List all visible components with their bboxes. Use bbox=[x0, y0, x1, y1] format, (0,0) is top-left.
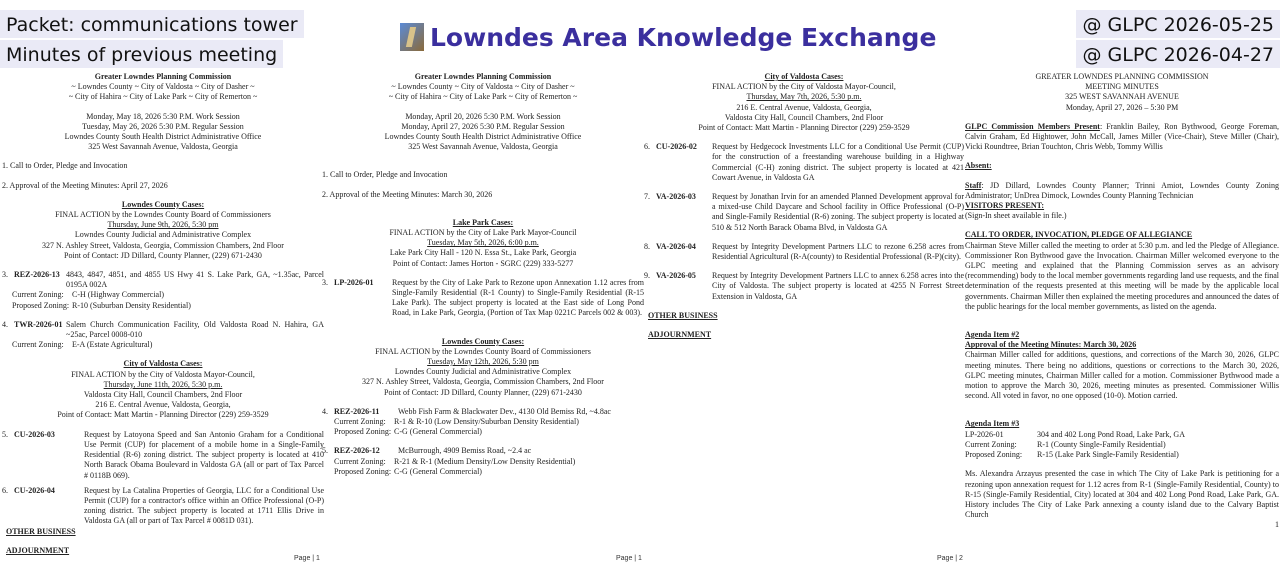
minutes-page bbox=[965, 72, 1279, 531]
minutes-date-label: @ GLPC 2026-04-27 bbox=[1076, 40, 1280, 68]
agenda-item-title: Agenda Item #3 bbox=[965, 419, 1020, 429]
agenda-item: 1. Call to Order, Pledge and Invocation bbox=[2, 161, 128, 171]
zoning-value: C-G (General Commercial) bbox=[394, 466, 482, 476]
case-item bbox=[644, 192, 964, 233]
section-line: 327 N. Ashley Street, Valdosta, Georgia, Commission Chambers, 2nd Floor bbox=[362, 377, 604, 387]
staff-present bbox=[965, 181, 1279, 201]
org-title: Greater Lowndes Planning Commission bbox=[414, 72, 552, 81]
case-description: Request by Hedgecock Investments LLC for a Conditional Use Permit (CUP) for the construction of a freestanding warehouse building in a Highway Commercial (C-H) zoning district. The subject property is located at 421 Cowart Avenue, in Valdosta GA bbox=[712, 142, 964, 182]
case-item bbox=[322, 446, 644, 456]
section-line: FINAL ACTION by the City of Lake Park Mayor-Council bbox=[389, 228, 577, 238]
page-number: Page | 1 bbox=[616, 555, 642, 562]
case-number: 4. bbox=[322, 406, 328, 416]
section-line: Point of Contact: James Horton - SGRC (229) 333-5277 bbox=[392, 258, 574, 268]
visitors-note: (Sign-In sheet available in file.) bbox=[965, 211, 1067, 221]
case-code: REZ-2026-12 bbox=[334, 446, 380, 456]
section-line: Lake Park City Hall - 120 N. Essa St., Lake Park, Georgia bbox=[389, 248, 577, 258]
section-line: Thursday, June 11th, 2026, 5:30 p.m. bbox=[103, 379, 223, 389]
other-business: OTHER BUSINESS bbox=[6, 526, 76, 536]
agenda-item: 1. Call to Order, Pledge and Invocation bbox=[322, 170, 448, 180]
case-item bbox=[644, 142, 964, 183]
org-subtitle: ~ Lowndes County ~ City of Valdosta ~ City of Dasher ~ bbox=[71, 82, 255, 92]
case-item bbox=[2, 320, 324, 340]
section-line: Valdosta City Hall, Council Chambers, 2nd Floor bbox=[724, 112, 884, 122]
section-line: Point of Contact: Matt Martin - Planning Director (229) 259-3529 bbox=[698, 123, 910, 133]
members-present-label: GLPC Commission Members Present bbox=[965, 121, 1100, 131]
case-number: 4. bbox=[2, 319, 8, 329]
adjournment: ADJOURNMENT bbox=[648, 330, 712, 340]
case-number: 3. bbox=[322, 277, 328, 287]
case-number: 9. bbox=[644, 271, 650, 281]
section-line: Thursday, June 9th, 2026, 5:30 pm bbox=[107, 220, 219, 230]
zoning-value: R-15 (Lake Park Single-Family Residential) bbox=[1037, 450, 1179, 460]
zoning-row bbox=[2, 340, 324, 350]
section-line: 216 E. Central Avenue, Valdosta, Georgia, bbox=[95, 400, 231, 410]
section-line: Lowndes County Judicial and Administrative Complex bbox=[74, 230, 252, 240]
section-title: City of Valdosta Cases: bbox=[764, 72, 844, 81]
zoning-key: Current Zoning: bbox=[334, 417, 386, 427]
agenda-page-1 bbox=[2, 72, 324, 556]
page-number: Page | 1 bbox=[294, 555, 320, 562]
section-line: Tuesday, May 12th, 2026, 5:30 pm bbox=[427, 357, 539, 367]
zoning-row bbox=[322, 417, 644, 427]
meeting-address: 325 West Savannah Avenue, Valdosta, Georgia bbox=[408, 142, 558, 152]
zoning-value: C-G (General Commercial) bbox=[394, 427, 482, 437]
case-code: REZ-2026-13 bbox=[14, 270, 60, 280]
case-item bbox=[644, 242, 964, 262]
zoning-value: E-A (Estate Agricultural) bbox=[72, 340, 153, 350]
org-subtitle: ~ City of Hahira ~ City of Lake Park ~ City of Remerton ~ bbox=[388, 92, 578, 102]
zoning-value: 304 and 402 Long Pond Road, Lake Park, GA bbox=[1037, 429, 1185, 439]
case-number: 6. bbox=[644, 142, 650, 152]
zoning-key: LP-2026-01 bbox=[965, 429, 1004, 439]
case-number: 3. bbox=[2, 270, 8, 280]
agenda-date-label: @ GLPC 2026-05-25 bbox=[1076, 10, 1280, 38]
zoning-value: R-1 (County Single-Family Residential) bbox=[1037, 439, 1166, 449]
zoning-row bbox=[2, 301, 324, 311]
zoning-row bbox=[965, 450, 1279, 460]
call-to-order-text: Chairman Steve Miller called the meeting to order at 5:30 p.m. and led the Pledge of Allegiance. Commissioner Ron Bythwood gave the Invocation. Chairman Miller welcomed everyone to the GLPC meeting and explained that the Planning Commission serves as an advisory (recommending) body to the local member governments regarding land use requests, and the final determination of the requests presented at this meeting will be made by the applicable local governments. Chairman Miller then explained the meeting procedures and announced the dates of the public hearings for the local member governments, as listed on the agenda. bbox=[965, 240, 1279, 311]
case-code: VA-2026-03 bbox=[656, 192, 696, 202]
case-item bbox=[322, 407, 644, 417]
case-description: 4843, 4847, 4851, and 4855 US Hwy 41 S. Lake Park, GA, ~1.35ac, Parcel 0195A 002A bbox=[66, 270, 324, 290]
case-code: REZ-2026-11 bbox=[334, 406, 380, 416]
section-line: Valdosta City Hall, Council Chambers, 2nd Floor bbox=[83, 390, 243, 400]
brand-banner[interactable] bbox=[400, 20, 936, 54]
members-present-text: : Franklin Bailey, Ron Bythwood, George Foreman, Calvin Graham, Ed Hightower, John McCall, James Miller (Vice-Chair), Steve Miller (Chair), Vicki Roundtree, Brian Touchton, Chris Webb, Tommy Willis bbox=[965, 121, 1280, 152]
packet-label: Packet: communications tower bbox=[0, 10, 304, 38]
regular-session: Tuesday, May 26, 2026 5:30 P.M. Regular Session bbox=[82, 121, 244, 131]
section-line: FINAL ACTION by the Lowndes County Board of Commissioners bbox=[375, 346, 591, 356]
case-description: Request by Jonathan Irvin for an amended Planned Development approval for a mixed-use Child Daycare and School facility in Office Professional (O-P) and Single-Family Residential (R-6) zoning. The subject property is located at 510 & 512 North Barack Obama Blvd, in Valdosta GA bbox=[712, 192, 964, 232]
zoning-key: Current Zoning: bbox=[334, 456, 386, 466]
agenda-item-subtitle: Approval of the Meeting Minutes: March 30, 2026 bbox=[965, 340, 1137, 350]
agenda-page-2 bbox=[322, 72, 644, 477]
zoning-key: Current Zoning: bbox=[965, 439, 1017, 449]
zoning-row bbox=[965, 430, 1279, 440]
section-line: 327 N. Ashley Street, Valdosta, Georgia, Commission Chambers, 2nd Floor bbox=[42, 240, 284, 250]
staff-label: Staff bbox=[965, 180, 982, 190]
agenda-item-text: Chairman Miller called for additions, questions, and corrections of the March 30, 2026, GLPC meeting minutes. There being no additions, questions or corrections to the March 30, 2026, GLPC meeting minutes, Chairman Miller called for a motion. Commissioner Bythwood made a motion to approve the March 30, 2026, meeting minutes as presented. Commissioner Willis second. All voted in favor, no one opposed (10-0). Motion carried. bbox=[965, 350, 1279, 401]
case-code: LP-2026-01 bbox=[334, 277, 374, 287]
case-code: VA-2026-05 bbox=[656, 271, 696, 281]
case-item bbox=[322, 278, 644, 319]
lake-logo-icon bbox=[400, 23, 424, 51]
case-item bbox=[2, 270, 324, 290]
zoning-value: R-10 (Suburban Density Residential) bbox=[72, 300, 191, 310]
zoning-value: C-H (Highway Commercial) bbox=[72, 290, 164, 300]
section-line: Tuesday, May 5th, 2026, 6:00 p.m. bbox=[427, 238, 539, 248]
zoning-row bbox=[322, 467, 644, 477]
agenda-page-3 bbox=[644, 72, 964, 340]
case-code: VA-2026-04 bbox=[656, 241, 696, 251]
case-description: Salem Church Communication Facility, Old Valdosta Road N. Hahira, GA ~25ac, Parcel 0008-010 bbox=[66, 319, 324, 340]
other-business: OTHER BUSINESS bbox=[648, 310, 718, 320]
work-session: Monday, May 18, 2026 5:30 P.M. Work Session bbox=[86, 111, 240, 121]
case-code: CU-2026-03 bbox=[14, 429, 55, 439]
zoning-key: Proposed Zoning: bbox=[334, 427, 392, 437]
case-description: Webb Fish Farm & Blackwater Dev., 4130 Old Bemiss Rd, ~4.8ac bbox=[398, 406, 611, 416]
case-code: CU-2026-02 bbox=[656, 142, 697, 152]
case-number: 5. bbox=[322, 446, 328, 456]
section-line: Point of Contact: JD Dillard, County Planner, (229) 671-2430 bbox=[64, 250, 262, 260]
zoning-key: Proposed Zoning: bbox=[334, 466, 392, 476]
regular-session: Monday, April 27, 2026 5:30 P.M. Regular Session bbox=[401, 121, 565, 131]
section-line: Point of Contact: Matt Martin - Planning Director (229) 259-3529 bbox=[57, 410, 269, 420]
adjournment: ADJOURNMENT bbox=[6, 545, 70, 555]
org-subtitle: ~ City of Hahira ~ City of Lake Park ~ City of Remerton ~ bbox=[68, 92, 258, 102]
absent-label: Absent: bbox=[965, 161, 992, 171]
zoning-row bbox=[322, 457, 644, 467]
org-subtitle: ~ Lowndes County ~ City of Valdosta ~ City of Dasher ~ bbox=[391, 82, 575, 92]
zoning-key: Proposed Zoning: bbox=[12, 300, 70, 310]
section-title: Lowndes County Cases: bbox=[121, 199, 205, 209]
meeting-location: Lowndes County South Health District Administrative Office bbox=[64, 132, 262, 142]
section-line: Point of Contact: JD Dillard, County Planner, (229) 671-2430 bbox=[384, 387, 582, 397]
minutes-date: Monday, April 27, 2026 – 5:30 PM bbox=[1065, 102, 1179, 112]
minutes-label: Minutes of previous meeting bbox=[0, 40, 283, 68]
staff-text: : JD Dillard, Lowndes County Planner; Trinni Amiot, Lowndes County Zoning Administrator; UnDrea Dimock, Lowndes County Planning Technician bbox=[965, 180, 1279, 200]
case-description: Request by La Catalina Properties of Georgia, LLC for a Conditional Use Permit (CUP) for a contractor's office within an Office Professional (O-P) zoning district. The subject property is located at 1711 Ellis Drive in Valdosta GA (all or part of Tax Parcel # 0081D 031). bbox=[84, 485, 324, 526]
meeting-location: Lowndes County South Health District Administrative Office bbox=[384, 132, 582, 142]
section-line: Lowndes County Judicial and Administrative Complex bbox=[394, 367, 572, 377]
case-description: Request by Integrity Development Partners LLC to rezone 6.258 acres from Residential Agricultural (R-A(county) to Residential Professional (R-P)(city). bbox=[712, 241, 964, 262]
zoning-value: R-21 & R-1 (Medium Density/Low Density Residential) bbox=[394, 456, 576, 466]
minutes-address: 325 WEST SAVANNAH AVENUE bbox=[1065, 92, 1179, 102]
agenda-item-title: Agenda Item #2 bbox=[965, 330, 1020, 340]
section-line: Thursday, May 7th, 2026, 5:30 p.m. bbox=[746, 92, 862, 102]
case-description: Request by Integrity Development Partners LLC to annex 6.258 acres into the City of Valdosta. The subject property is located at 4255 N Forrest Street Extension in Valdosta, GA bbox=[712, 271, 964, 301]
case-item bbox=[2, 430, 324, 481]
case-item bbox=[644, 271, 964, 302]
call-to-order-title: CALL TO ORDER, INVOCATION, PLEDGE OF ALLEGIANCE bbox=[965, 230, 1193, 240]
section-line: FINAL ACTION by the Lowndes County Board of Commissioners bbox=[55, 210, 271, 220]
members-present bbox=[965, 122, 1279, 153]
zoning-key: Proposed Zoning: bbox=[965, 450, 1023, 460]
case-code: TWR-2026-01 bbox=[14, 319, 63, 329]
agenda-item: 2. Approval of the Meeting Minutes: March 30, 2026 bbox=[322, 189, 493, 199]
case-code: CU-2026-04 bbox=[14, 485, 55, 495]
zoning-value: R-1 & R-10 (Low Density/Suburban Density Residential) bbox=[394, 417, 579, 427]
case-number: 7. bbox=[644, 192, 650, 202]
case-description: Request by the City of Lake Park to Rezone upon Annexation 1.12 acres from Single-Family Residential (R-1 County) to Single-Family Residential (R-15 Lake Park). The subject property is located at the East side of Long Pond Road, in Lake Park, Georgia, (Portion of Tax Map 0221C Parcels 002 & 003). bbox=[392, 277, 644, 318]
case-item bbox=[2, 486, 324, 527]
zoning-row bbox=[322, 427, 644, 437]
section-line: FINAL ACTION by the City of Valdosta Mayor-Council, bbox=[712, 82, 896, 92]
visitors-label: VISITORS PRESENT: bbox=[965, 201, 1045, 211]
agenda-item: 2. Approval of the Meeting Minutes: April 27, 2026 bbox=[2, 180, 168, 190]
agenda-item-text: Ms. Alexandra Arzayus presented the case in which The City of Lake Park is petitioning for a rezoning upon annexation request for 1.12 acres from R-1 (Single-Family Residential, County) to R-15 (Single-Family Residential, City) located at 304 and 402 Long Pond Road, Lake Park, GA. History includes The City of Lake Park annexing a county island due to the Calvary Baptist Church bbox=[965, 469, 1279, 520]
brand-title: Lowndes Area Knowledge Exchange bbox=[430, 22, 937, 52]
case-number: 8. bbox=[644, 241, 650, 251]
case-number: 6. bbox=[2, 485, 8, 495]
zoning-row bbox=[2, 290, 324, 300]
page-number: Page | 2 bbox=[937, 555, 963, 562]
section-line: 216 E. Central Avenue, Valdosta, Georgia, bbox=[736, 102, 872, 112]
section-title: Lowndes County Cases: bbox=[441, 336, 525, 346]
section-title: Lake Park Cases: bbox=[452, 217, 514, 227]
zoning-key: Current Zoning: bbox=[12, 290, 64, 300]
section-line: FINAL ACTION by the City of Valdosta Mayor-Council, bbox=[71, 369, 255, 379]
work-session: Monday, April 20, 2026 5:30 P.M. Work Session bbox=[405, 111, 561, 121]
minutes-org: GREATER LOWNDES PLANNING COMMISSION bbox=[1035, 72, 1209, 81]
org-title: Greater Lowndes Planning Commission bbox=[94, 72, 232, 81]
page-number: 1 bbox=[1275, 520, 1279, 530]
minutes-heading: MEETING MINUTES bbox=[1085, 82, 1159, 92]
case-description: Request by Latoyona Speed and San Antonio Graham for a Conditional Use Permit (CUP) for placement of a mobile home in a Single-Family Residential (R-6) zoning district. The subject property is located at 410 North Barack Obama Boulevard in Valdosta GA (all or part of Tax Parcel # 0118B 069). bbox=[84, 429, 324, 480]
case-number: 5. bbox=[2, 429, 8, 439]
zoning-key: Current Zoning: bbox=[12, 340, 64, 350]
section-title: City of Valdosta Cases: bbox=[123, 359, 203, 369]
meeting-address: 325 West Savannah Avenue, Valdosta, Georgia bbox=[88, 142, 238, 152]
zoning-row bbox=[965, 440, 1279, 450]
case-description: McBurrough, 4909 Bemiss Road, ~2.4 ac bbox=[398, 446, 532, 456]
